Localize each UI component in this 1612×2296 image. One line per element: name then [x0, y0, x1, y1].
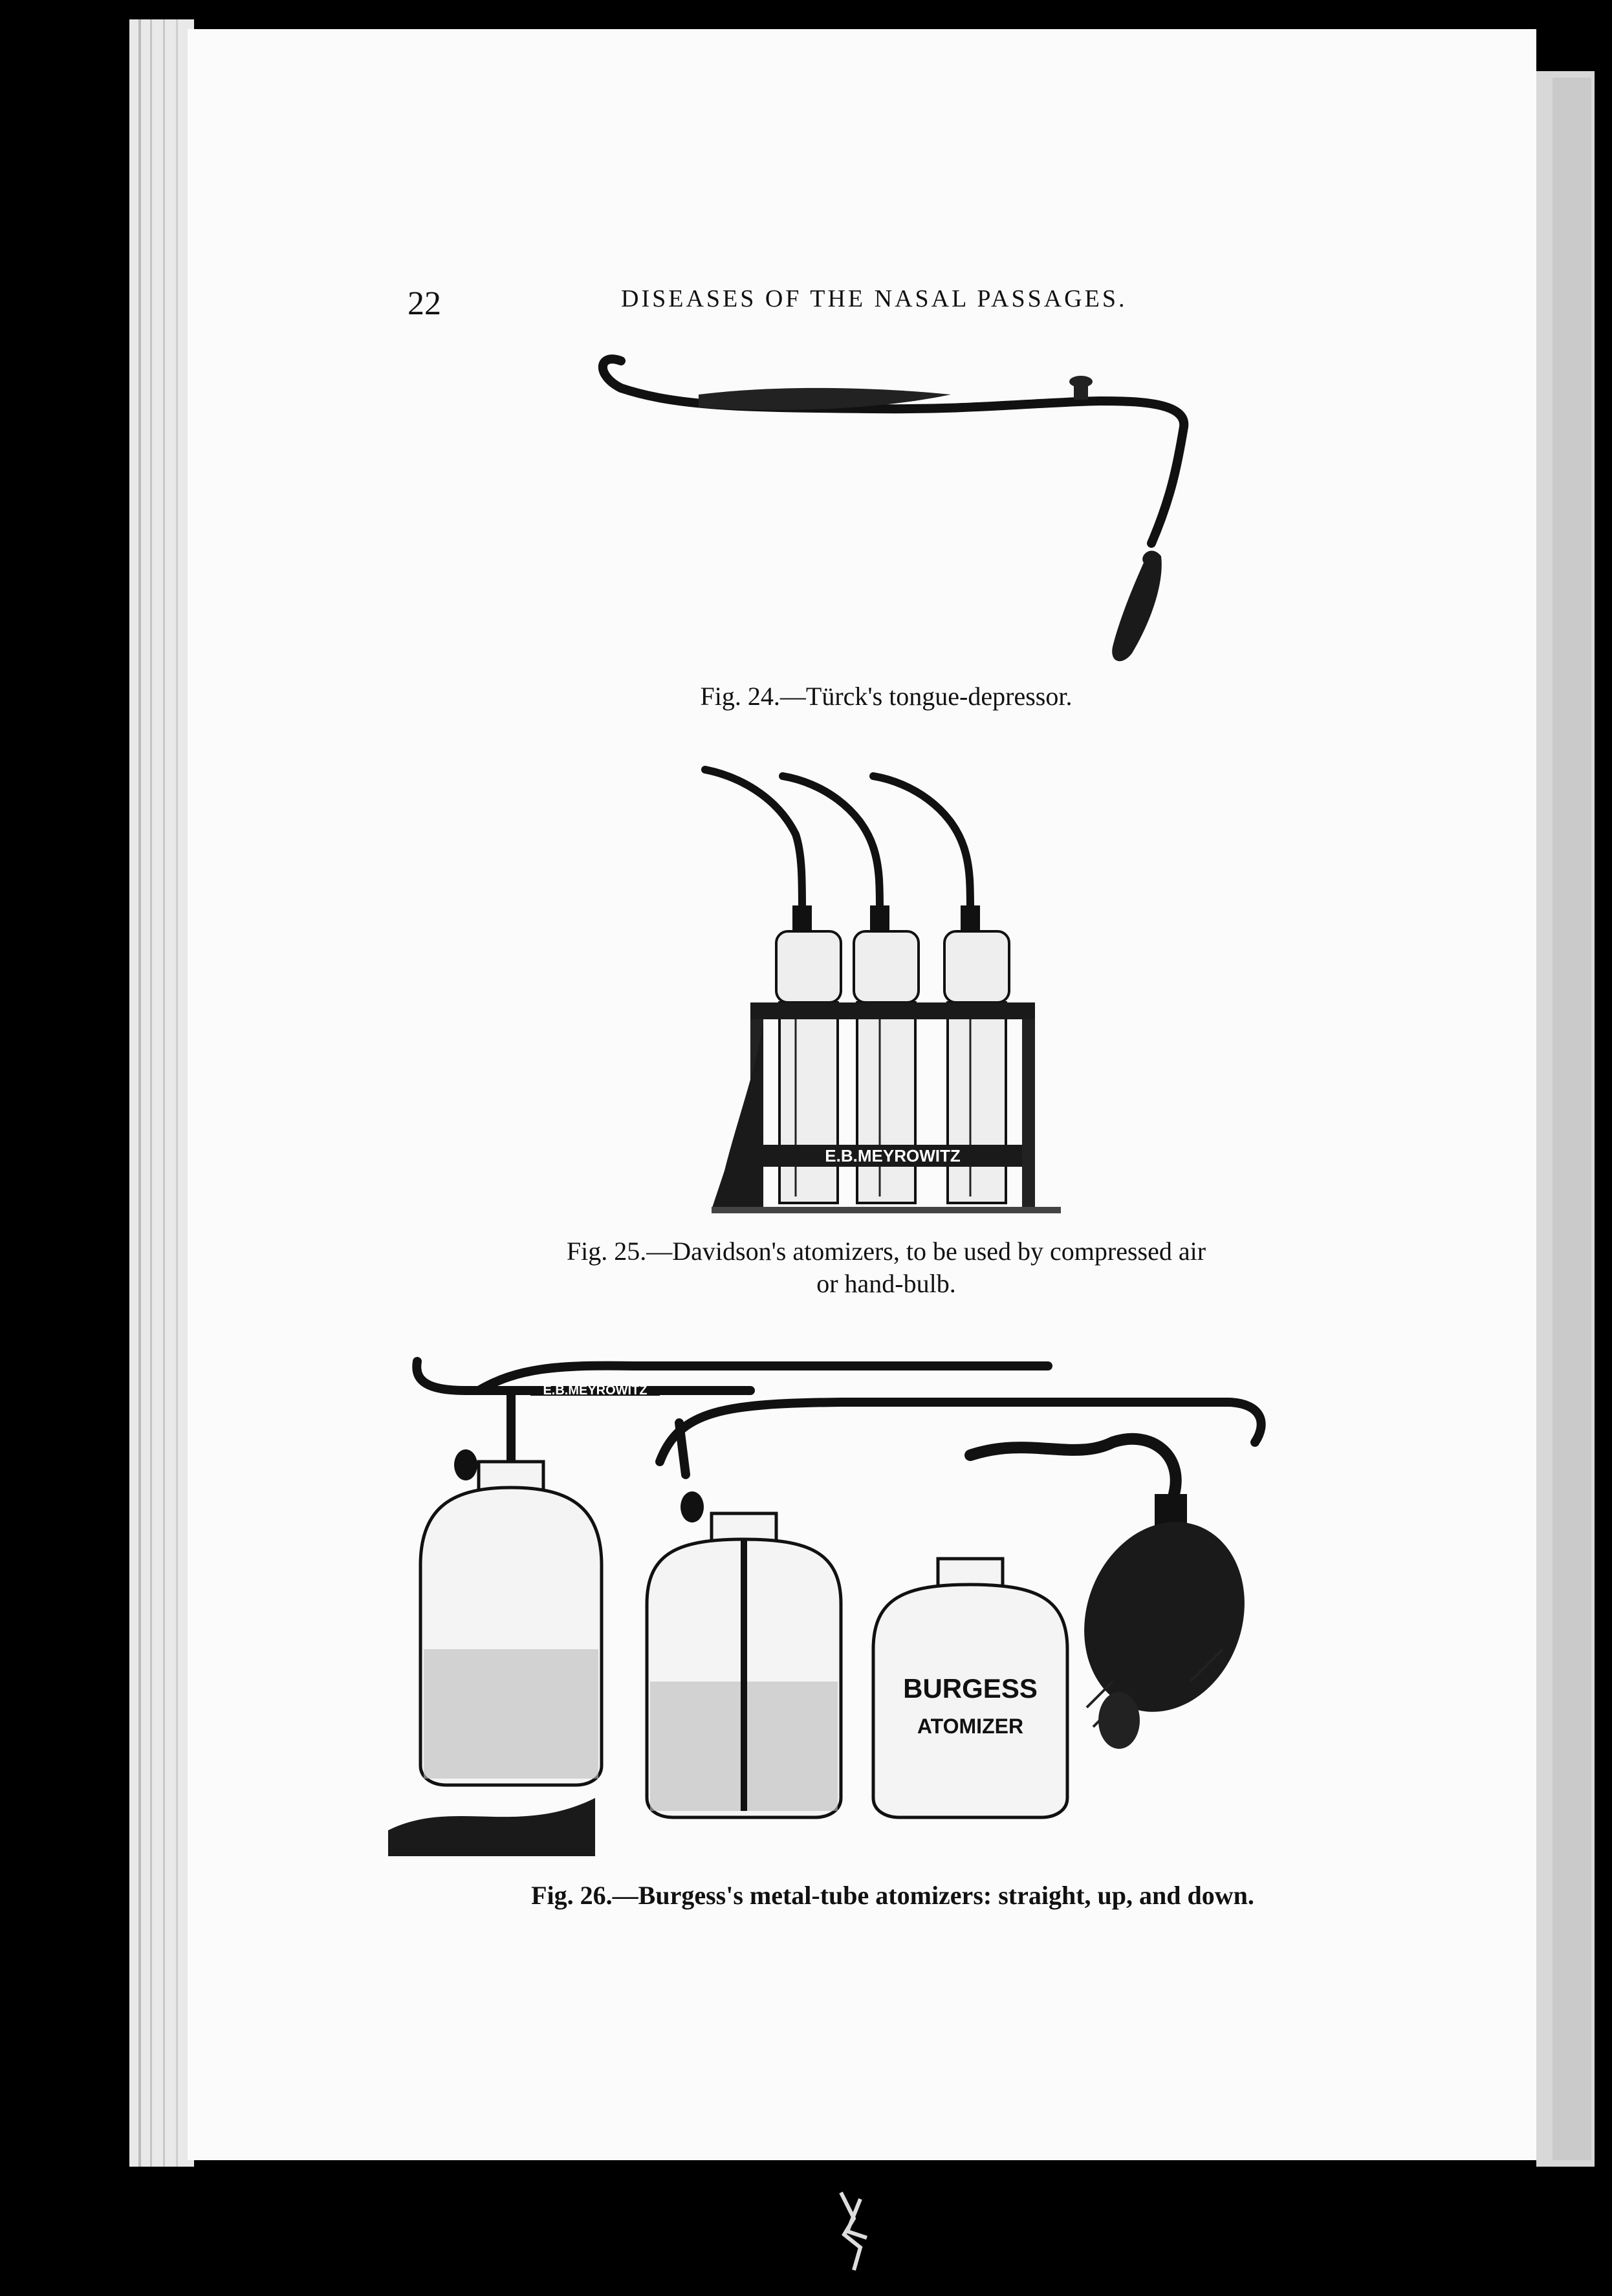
- figure-24-illustration: [582, 349, 1197, 686]
- figure-26-engraved-label: E.B.MEYROWITZ: [543, 1383, 648, 1398]
- page-number: 22: [408, 285, 441, 322]
- figure-25-caption-line2: or hand-bulb.: [816, 1269, 956, 1298]
- figure-26-bottle-label-line1: BURGESS: [903, 1673, 1038, 1704]
- figure-24-caption: Fig. 24.—Türck's tongue-depressor.: [700, 682, 1073, 711]
- figure-25-caption-line1: Fig. 25.—Davidson's atomizers, to be used by compressed air: [566, 1237, 1206, 1266]
- figure-26-bottle-label-line2: ATOMIZER: [917, 1715, 1024, 1738]
- figure-25-caption: [492, 1235, 1281, 1300]
- figure-25-illustration: [699, 757, 1100, 1222]
- figure-25-engraved-label: E.B.MEYROWITZ: [825, 1146, 961, 1165]
- figure-26-illustration: [388, 1345, 1358, 1869]
- figure-26-caption: Fig. 26.—Burgess's metal-tube atomizers: straight, up, and down.: [531, 1881, 1254, 1910]
- running-head: DISEASES OF THE NASAL PASSAGES.: [621, 285, 1127, 312]
